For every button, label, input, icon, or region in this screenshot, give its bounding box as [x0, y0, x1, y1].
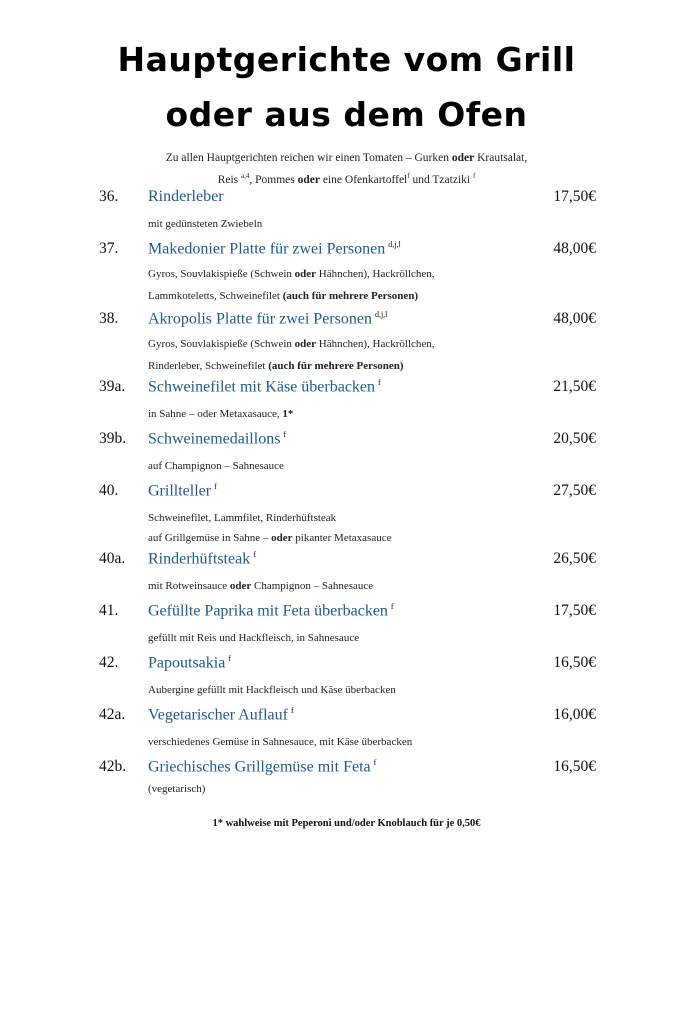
dish-description: mit gedünsteten Zwiebeln [148, 218, 263, 230]
page-title-line-1: Hauptgerichte vom Grill [117, 40, 576, 79]
item-number: 40. [99, 482, 119, 499]
dish-description: in Sahne – oder Metaxasauce, 1* [148, 408, 294, 420]
item-number: 42b. [99, 758, 127, 775]
dish-description: auf Champignon – Sahnesauce [148, 460, 284, 472]
dish-price: 48,00€ [553, 310, 596, 327]
item-number: 41. [99, 602, 119, 619]
item-number: 39a. [99, 378, 126, 395]
dish-price: 16,00€ [553, 706, 596, 723]
dish-price: 26,50€ [553, 550, 596, 567]
dish-description: gefüllt mit Reis und Hackfleisch, in Sahnesauce [148, 632, 360, 644]
dish-price: 48,00€ [553, 240, 596, 257]
dish-price: 17,50€ [553, 188, 596, 205]
dish-name: Vegetarischer Auflauf $^f$ [148, 706, 294, 724]
intro-line-2: Reis $^{a,4}$, Pommes oder eine Ofenkartoffel$^f$ und Tzatziki $^f$ [217, 172, 476, 186]
dish-description: Gyros, Souvlakispieße (Schwein oder Hähnchen), Hackröllchen, [148, 268, 435, 280]
dish-price: 20,50€ [553, 430, 596, 447]
dish-name: Schweinemedaillons $^f$ [148, 430, 287, 448]
dish-name: Rinderleber [148, 188, 224, 205]
dish-description: Gyros, Souvlakispieße (Schwein oder Hähnchen), Hackröllchen, [148, 338, 435, 350]
item-number: 37. [99, 240, 119, 257]
item-number: 39b. [99, 430, 127, 447]
dish-price: 21,50€ [553, 378, 596, 395]
item-number: 42. [99, 654, 119, 671]
dish-name: Gefüllte Paprika mit Feta überbacken $^f$ [148, 602, 394, 620]
footnote: 1* wahlweise mit Peperoni und/oder Knoblauch für je 0,50€ [212, 818, 481, 829]
item-number: 36. [99, 188, 119, 205]
page-title-line-2: oder aus dem Ofen [165, 95, 528, 134]
dish-name: Rinderhüftsteak $^f$ [148, 550, 256, 568]
intro-line-1: Zu allen Hauptgerichten reichen wir einen Tomaten – Gurken oder Krautsalat, [165, 152, 528, 164]
dish-description: verschiedenes Gemüse in Sahnesauce, mit Käse überbacken [148, 736, 413, 748]
dish-price: 16,50€ [553, 654, 596, 671]
dish-name: Makedonier Platte für zwei Personen $^{d,j,l}$ [148, 240, 401, 258]
dish-description: Aubergine gefüllt mit Hackfleisch und Käse überbacken [148, 684, 396, 696]
dish-name: Papoutsakia $^f$ [148, 654, 231, 672]
dish-description: Schweinefilet, Lammfilet, Rinderhüftsteak [148, 512, 337, 524]
item-number: 40a. [99, 550, 126, 567]
dish-name: Grillteller $^f$ [148, 482, 217, 500]
dish-description: auf Grillgemüse in Sahne – oder pikanter Metaxasauce [148, 532, 392, 544]
dish-price: 17,50€ [553, 602, 596, 619]
dish-description: mit Rotweinsauce oder Champignon – Sahnesauce [148, 580, 374, 592]
dish-price: 16,50€ [553, 758, 596, 775]
item-number: 42a. [99, 706, 126, 723]
dish-price: 27,50€ [553, 482, 596, 499]
dish-name: Akropolis Platte für zwei Personen $^{d,j,l}$ [148, 310, 388, 328]
dish-description: (vegetarisch) [148, 783, 206, 795]
dish-description: Rinderleber, Schweinefilet (auch für mehrere Personen) [148, 360, 404, 372]
dish-description: Lammkoteletts, Schweinefilet (auch für mehrere Personen) [148, 290, 419, 302]
dish-name: Griechisches Grillgemüse mit Feta $^f$ [148, 758, 377, 776]
item-number: 38. [99, 310, 119, 327]
dish-name: Schweinefilet mit Käse überbacken $^f$ [148, 378, 381, 396]
